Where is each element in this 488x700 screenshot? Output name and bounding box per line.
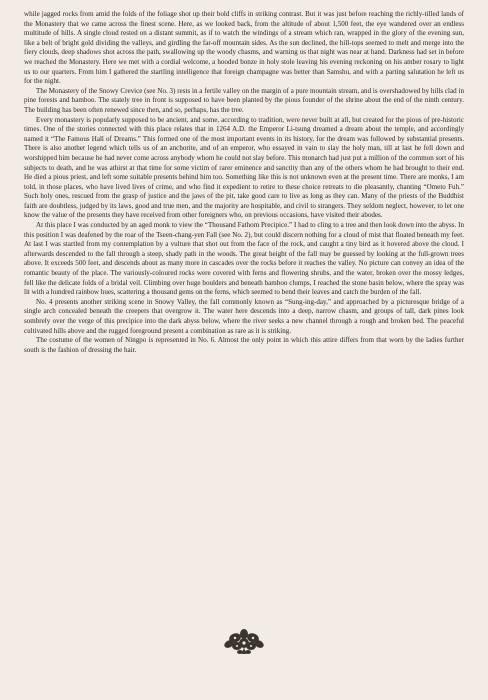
paragraph-snowy-crevice: The Monastery of the Snowy Crevice (see No. 3) rests in a fertile valley on the margin of a pure mountain stream, and is overshadowed by hills clad in pine forests and bamboo. The stately tree in front is supposed to have been planted by the pious founder of the shrine about the end of the ninth century. The building has been often renewed since then, and so, perhaps, has the tree. xyxy=(24,86,464,114)
paragraph-monastery-arrival: while jagged rocks from amid the folds of the foliage shot up their bold cliffs in striking contrast. But it was just before reaching the richly-tilled lands of the Monastery that we came across the finest scene. Here, as we looked back, from the altitude of about 1,500 feet, the eye wandered over an endless multitude of hills. A single cloud rested on a distant summit, as if to watch the windings of a stream which ran, wrapped in the glory of the evening sun, like a belt of bright gold dividing the valleys, and girdling the far-off mountain sides. As the sun declined, the hill-tops seemed to melt and merge into the fiery clouds, deep shadows shot across the path, swallowing up the woody chasms, and warning us that night was near at hand. Darkness had set in before we reached the Monastery. Here we met with a cordial welcome, a hooded bonze in holy stole leaving his evening reckoning on his amber rosary to light us to our quarters. From him I gathered the startling intelligence that foreign champagne was better than Samshu, and with a parting salutation he left us for the night. xyxy=(24,10,464,86)
paragraph-precipice: At this place I was conducted by an aged monk to view the “Thousand Fathom Precipice.” I had to cling to a tree and then look down into the abyss. In this position I was deafened by the roar of the Tseen-chang-yen Fall (see No. 2), but could discern nothing for a cloud of mist that floated beneath my feet. At last I was startled from my contemplation by a vulture that shot out from the face of the rock, and caught a tiny bird as it hovered above the cloud. I afterwards descended to the fall through a steep, shady path in the woods. The great height of the fall may be guessed by looking at the full-grown trees above. It exceeds 500 feet, and descends about as many more in cascades over the rocks before it reaches the valley. No picture can convey an idea of the romantic beauty of the place. The variously-coloured rocks were covered with ferns and flowering shrubs, and the water, broken over the mossy ledges, fell like the delicate folds of a bridal veil. Climbing over huge boulders and beneath bamboo clumps, I reached the stone basin below, where the spray was lit with a hundred rainbow hues, scattering a thousand gems on the ferns, which seemed to bend their leaves and catch the burden of the fall. xyxy=(24,221,464,297)
paragraph-ningpo-costume: The costume of the women of Ningpo is represented in No. 6. Almost the only point in which this attire differs from that worn by the ladies further south is the fashion of dressing the hair. xyxy=(24,336,464,354)
floral-ornament-icon xyxy=(223,626,265,656)
paragraph-legends: Every monastery is popularly supposed to be ancient, and some, according to tradition, were never built at all, but created for the pious of pre-historic times. One of the stories connected with this place relates that in 1264 A.D. the Emperor Li-tsung dreamed a dream about the temple, and accordingly named it “The Famous Hall of Dreams.” This formed one of the most important events in its history, for the dream was followed by substantial presents. There is also another legend which tells us of an anchorite, and of an emperor, who essayed in vain to slay the holy man, till at last he fell down and worshipped him because he had never come across anybody whom he could not slay before. This monarch had just put a million of the common sort of his subjects to death, and he was athirst at that time for some victim of rarer eminence and sanctity than any of the others whom he had brought to their end. He died a pious priest, and left some suitable presents behind him too. Something like this is not unknown even at the present time. There are monks, I am told, in those places, who have lived lives of crime, and who find it expedient to retire to these choice retreats to die pleasantly, chanting “Ometo Fuh.” Such holy ones, rescued from the grasp of justice and the jaws of the pit, take good care to live as long as they can. Many of the priests of the Buddhist faith are doubtless, judged by its laws, good and true men, and the majority are hospitable, and civil to strangers. They seldom neglect, however, to let one know the value of the presents they have received from other foreigners who, on previous occasions, have visited their abodes. xyxy=(24,115,464,220)
paragraph-sung-ing-day: No. 4 presents another striking scene in Snowy Valley, the fall commonly known as “Sung-ing-day,” and approached by a picturesque bridge of a single arch concealed beneath the creepers that overgrow it. The water here descends into a deep, narrow chasm, and groups of tall, dark pines look sombrely over the verge of this precipice into the dark abyss below, where the river seeks a new channel through a rough and broken bed. The peaceful cultivated hills above and the rugged foreground present a combination as rare as it is striking. xyxy=(24,297,464,335)
